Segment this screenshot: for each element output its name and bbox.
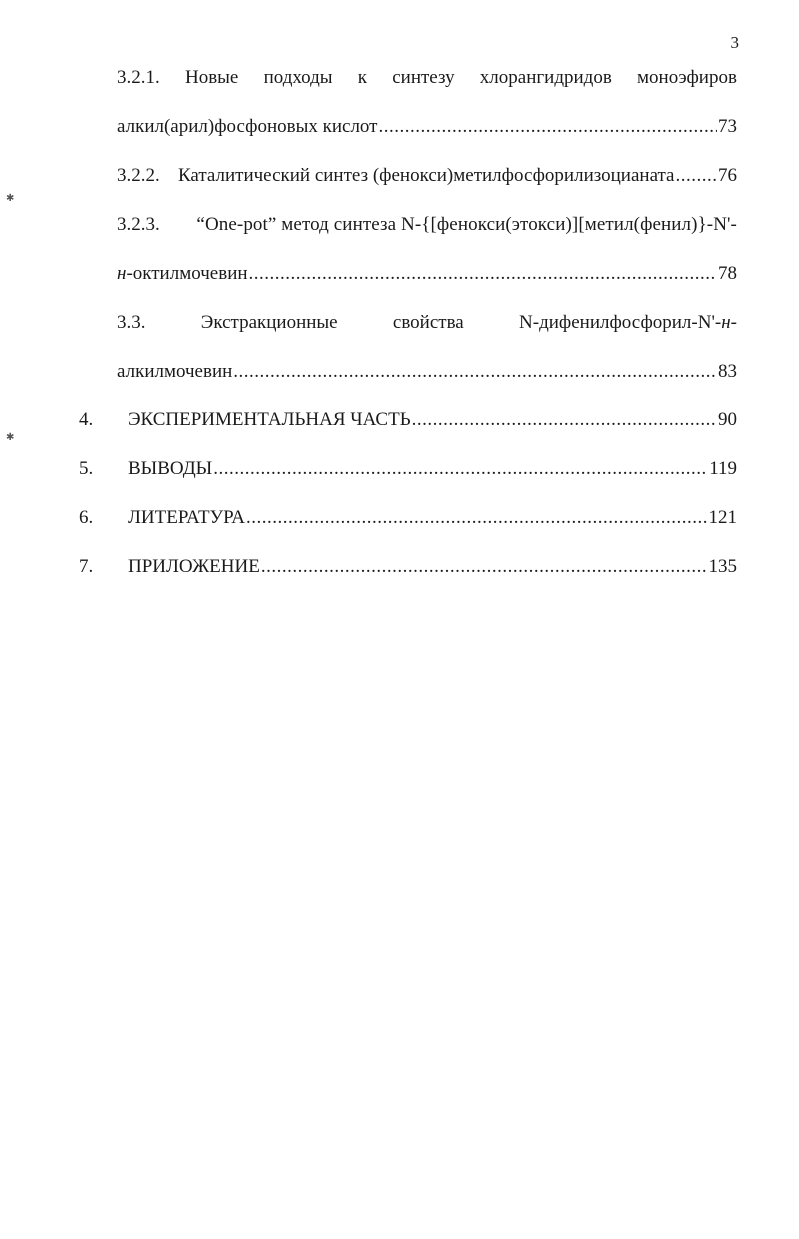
toc-leader-row <box>128 506 737 530</box>
toc-entry-3-2-2 <box>0 164 799 188</box>
toc-chapter-7 <box>0 555 799 579</box>
toc-entry-3-3-line2 <box>0 360 799 384</box>
toc-page-number: 121 <box>708 507 737 528</box>
toc-number: 5. <box>79 458 94 479</box>
toc-entry-title: “One-pot” метод синтеза N-{[фенокси(этокси)][метил(фенил)}-N'- <box>196 214 737 235</box>
toc-entry-title: ЛИТЕРАТУРА <box>128 507 245 528</box>
toc-entry-title: алкилмочевин <box>117 361 233 382</box>
scan-mark: ✱ <box>6 432 15 443</box>
dot-leader <box>378 115 717 139</box>
toc-entry-title: ПРИЛОЖЕНИЕ <box>128 556 260 577</box>
toc-page-number: 78 <box>718 263 737 284</box>
toc-leader-row <box>178 164 737 188</box>
page-number: 3 <box>730 33 739 52</box>
dot-leader <box>249 262 717 286</box>
toc-word <box>519 311 737 335</box>
toc-page-number: 73 <box>718 116 737 137</box>
toc-entry-title: ЭКСПЕРИМЕНТАЛЬНАЯ ЧАСТЬ <box>128 409 411 430</box>
toc-word: Экстракционные <box>200 312 338 333</box>
dot-leader <box>246 506 708 530</box>
dot-leader <box>261 555 708 579</box>
dot-leader <box>412 408 717 432</box>
toc-leader-row <box>128 555 737 579</box>
toc-word: подходы <box>263 67 333 88</box>
dot-leader <box>233 360 717 384</box>
italic-prefix: н <box>117 263 127 284</box>
justified-words <box>117 66 737 90</box>
toc-number: 4. <box>79 409 94 430</box>
toc-number: 3.2.1. <box>117 67 160 88</box>
title-text: N-дифенилфосфорил-N'- <box>519 312 722 333</box>
toc-leader-row <box>117 360 737 384</box>
toc-entry-3-2-3-line2 <box>0 262 799 286</box>
toc-word: моноэфиров <box>637 67 737 88</box>
toc-word: синтезу <box>392 67 455 88</box>
toc-leader-row <box>128 408 737 432</box>
toc-number: 3.3. <box>117 312 146 333</box>
toc-number: 3.2.3. <box>117 214 160 235</box>
toc-chapter-4 <box>0 408 799 432</box>
toc-entry-3-2-1-line2 <box>0 115 799 139</box>
title-text: - <box>730 312 737 333</box>
dot-leader <box>675 164 717 188</box>
toc-chapter-6 <box>0 506 799 530</box>
toc-leader-row <box>117 262 737 286</box>
toc-entry-title: Каталитический синтез (фенокси)метилфосфорилизоцианата <box>178 165 675 186</box>
toc-number: 7. <box>79 556 94 577</box>
toc-page-number: 90 <box>718 409 737 430</box>
toc-word: хлорангидридов <box>479 67 612 88</box>
toc-number: 6. <box>79 507 94 528</box>
toc-word: к <box>357 67 367 88</box>
justified-words <box>117 311 737 335</box>
toc-chapter-5 <box>0 457 799 481</box>
toc-entry-3-2-3-line1 <box>0 213 799 237</box>
dot-leader <box>213 457 708 481</box>
toc-page-number: 119 <box>709 458 737 479</box>
toc-word: свойства <box>392 312 464 333</box>
toc-page-number: 76 <box>718 165 737 186</box>
toc-page-number: 83 <box>718 361 737 382</box>
toc-entry-3-3-line1 <box>0 311 799 335</box>
toc-page-number: 135 <box>708 556 737 577</box>
toc-leader-row <box>117 115 737 139</box>
toc-entry-title <box>117 262 248 286</box>
toc-leader-row <box>128 457 737 481</box>
toc-entry-title: ВЫВОДЫ <box>128 458 213 479</box>
toc-number: 3.2.2. <box>117 165 160 186</box>
title-text: -октилмочевин <box>126 263 248 284</box>
toc-entry-title: алкил(арил)фосфоновых кислот <box>117 116 378 137</box>
toc-entry-3-2-1-line1 <box>0 66 799 90</box>
italic-letter: н <box>721 312 731 333</box>
scan-mark: ✱ <box>6 193 15 204</box>
toc-word: Новые <box>184 67 239 88</box>
